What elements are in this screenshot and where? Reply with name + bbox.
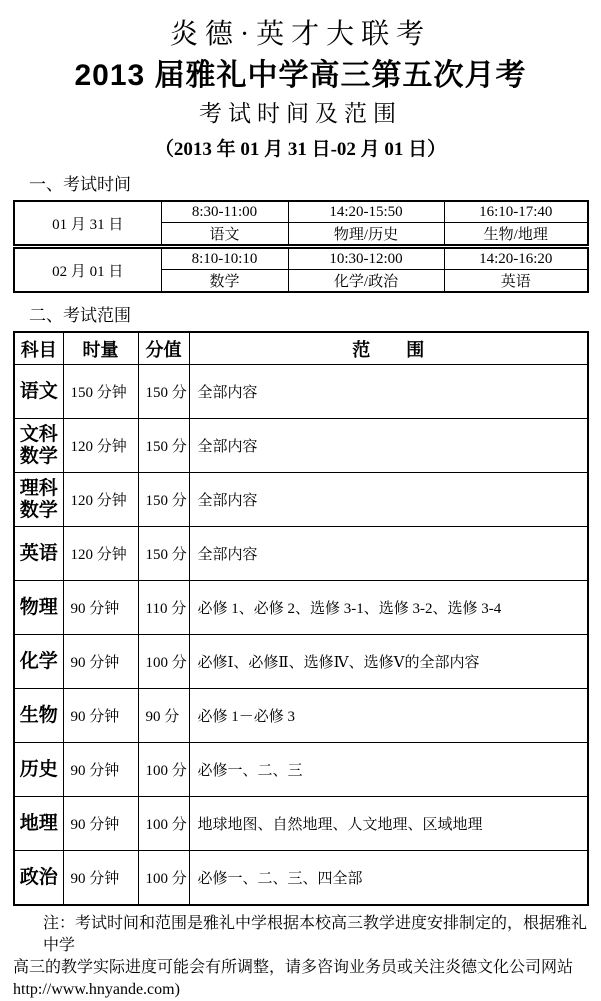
scope-header-subject: 科目 bbox=[14, 332, 63, 365]
scope-subject: 理科数学 bbox=[14, 473, 63, 527]
scope-score: 150 分 bbox=[138, 527, 189, 581]
scope-duration: 150 分钟 bbox=[63, 365, 138, 419]
scope-duration: 90 分钟 bbox=[63, 797, 138, 851]
scope-row bbox=[14, 581, 588, 635]
schedule-time-cell: 16:10-17:40 bbox=[444, 201, 588, 223]
sub-title: 考试时间及范围 bbox=[199, 101, 402, 126]
scope-header-score: 分值 bbox=[138, 332, 189, 365]
exam-schedule-table bbox=[13, 200, 589, 293]
scope-subject: 地理 bbox=[14, 797, 63, 851]
schedule-time-cell: 10:30-12:00 bbox=[288, 247, 444, 270]
scope-row bbox=[14, 689, 588, 743]
exam-scope-table bbox=[13, 331, 589, 906]
schedule-time-cell: 14:20-15:50 bbox=[288, 201, 444, 223]
scope-subject: 英语 bbox=[14, 527, 63, 581]
scope-subject: 物理 bbox=[14, 581, 63, 635]
scope-range: 必修 1、必修 2、选修 3-1、选修 3-2、选修 3-4 bbox=[189, 581, 588, 635]
scope-score: 110 分 bbox=[138, 581, 189, 635]
scope-header-row bbox=[14, 332, 588, 365]
scope-subject: 化学 bbox=[14, 635, 63, 689]
main-title: 2013 届雅礼中学高三第五次月考 bbox=[74, 59, 527, 92]
scope-range: 全部内容 bbox=[189, 419, 588, 473]
exam-date-range: （2013 年 01 月 31 日-02 月 01 日） bbox=[154, 139, 447, 160]
footer-note-url: http://www.hnyande.com) bbox=[13, 981, 180, 998]
section-heading-exam-time: 一、考试时间 bbox=[29, 175, 131, 194]
scope-duration: 90 分钟 bbox=[63, 689, 138, 743]
scope-row bbox=[14, 365, 588, 419]
scope-row bbox=[14, 635, 588, 689]
scope-range: 必修Ⅰ、必修Ⅱ、选修Ⅳ、选修Ⅴ的全部内容 bbox=[189, 635, 588, 689]
schedule-subject-cell: 生物/地理 bbox=[444, 223, 588, 247]
scope-duration: 90 分钟 bbox=[63, 581, 138, 635]
scope-score: 100 分 bbox=[138, 743, 189, 797]
footer-note-line: 注：考试时间和范围是雅礼中学根据本校高三教学进度安排制定的，根据雅礼中学 bbox=[43, 915, 588, 954]
scope-subject: 政治 bbox=[14, 851, 63, 906]
scope-range: 必修一、二、三 bbox=[189, 743, 588, 797]
exam-notice-document bbox=[0, 17, 601, 996]
schedule-date-day2: 02 月 01 日 bbox=[14, 247, 161, 293]
scope-duration: 90 分钟 bbox=[63, 743, 138, 797]
schedule-row-day1-times bbox=[14, 201, 588, 223]
schedule-time-cell: 8:30-11:00 bbox=[161, 201, 288, 223]
scope-duration: 120 分钟 bbox=[63, 419, 138, 473]
scope-header-duration: 时量 bbox=[63, 332, 138, 365]
scope-row bbox=[14, 797, 588, 851]
scope-row bbox=[14, 473, 588, 527]
scope-score: 150 分 bbox=[138, 419, 189, 473]
scope-subject: 语文 bbox=[14, 365, 63, 419]
scope-range: 全部内容 bbox=[189, 473, 588, 527]
schedule-subject-cell: 数学 bbox=[161, 270, 288, 293]
scope-duration: 90 分钟 bbox=[63, 851, 138, 906]
schedule-time-cell: 8:10-10:10 bbox=[161, 247, 288, 270]
scope-subject: 文科数学 bbox=[14, 419, 63, 473]
schedule-date-day1: 01 月 31 日 bbox=[14, 201, 161, 247]
schedule-row-day2-times bbox=[14, 247, 588, 270]
scope-duration: 90 分钟 bbox=[63, 635, 138, 689]
scope-header-range: 范 围 bbox=[189, 332, 588, 365]
scope-subject: 历史 bbox=[14, 743, 63, 797]
scope-score: 90 分 bbox=[138, 689, 189, 743]
scope-score: 150 分 bbox=[138, 365, 189, 419]
footer-note-line: 高三的教学实际进度可能会有所调整，请多咨询业务员或关注炎德文化公司网站 bbox=[13, 959, 574, 976]
scope-range: 地球地图、自然地理、人文地理、区域地理 bbox=[189, 797, 588, 851]
scope-duration: 120 分钟 bbox=[63, 527, 138, 581]
schedule-subject-cell: 化学/政治 bbox=[288, 270, 444, 293]
scope-range: 全部内容 bbox=[189, 365, 588, 419]
scope-range: 必修一、二、三、四全部 bbox=[189, 851, 588, 906]
scope-range: 必修 1－必修 3 bbox=[189, 689, 588, 743]
section-heading-exam-scope: 二、考试范围 bbox=[29, 306, 131, 325]
scope-row bbox=[14, 743, 588, 797]
scope-duration: 120 分钟 bbox=[63, 473, 138, 527]
scope-row bbox=[14, 527, 588, 581]
schedule-subject-cell: 语文 bbox=[161, 223, 288, 247]
footer-note bbox=[13, 913, 589, 1001]
scope-range: 全部内容 bbox=[189, 527, 588, 581]
scope-subject: 生物 bbox=[14, 689, 63, 743]
schedule-subject-cell: 物理/历史 bbox=[288, 223, 444, 247]
scope-score: 100 分 bbox=[138, 797, 189, 851]
brand-title: 炎德·英才大联考 bbox=[169, 19, 432, 50]
scope-row bbox=[14, 419, 588, 473]
schedule-subject-cell: 英语 bbox=[444, 270, 588, 293]
scope-row bbox=[14, 851, 588, 906]
scope-score: 100 分 bbox=[138, 635, 189, 689]
scope-score: 150 分 bbox=[138, 473, 189, 527]
schedule-time-cell: 14:20-16:20 bbox=[444, 247, 588, 270]
scope-score: 100 分 bbox=[138, 851, 189, 906]
